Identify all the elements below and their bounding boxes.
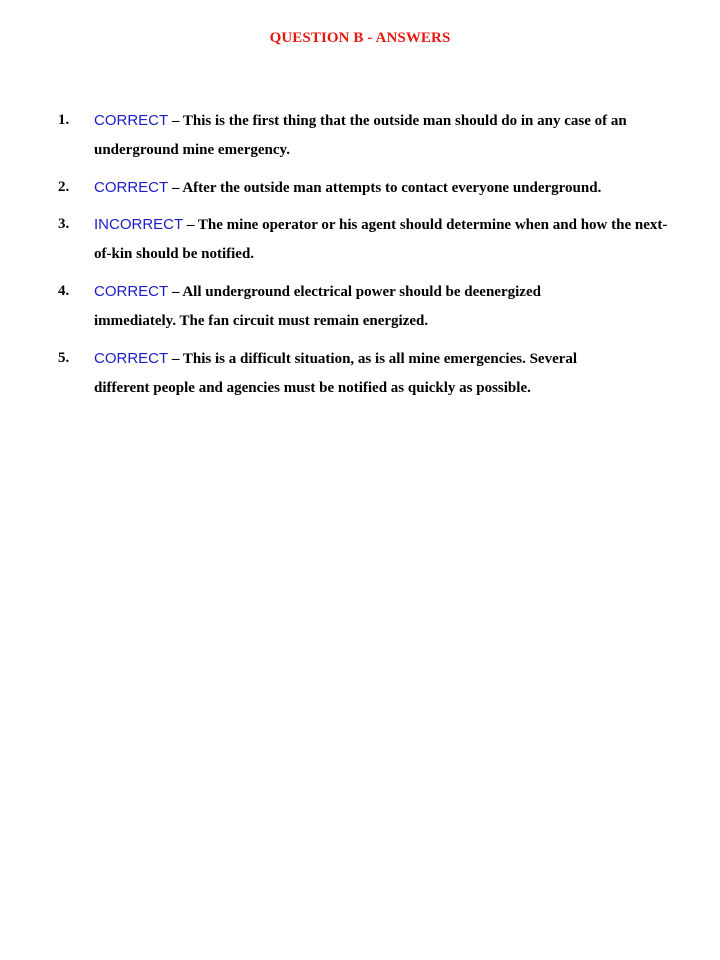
answer-item-4 <box>58 277 678 336</box>
answer-text: – The mine operator or his agent should determine when and how the next-of-kin should be notified. <box>94 217 668 262</box>
page-title: QUESTION B - ANSWERS <box>269 30 451 46</box>
answer-body <box>94 344 624 403</box>
answer-body <box>94 210 668 269</box>
answer-verdict: CORRECT <box>94 283 169 300</box>
answer-body <box>94 106 668 165</box>
answer-item-2 <box>58 173 678 203</box>
answer-body <box>94 277 584 336</box>
answer-verdict: CORRECT <box>94 350 169 367</box>
answer-number: 3. <box>58 216 70 232</box>
answer-item-1 <box>58 106 678 165</box>
answer-verdict: CORRECT <box>94 179 169 196</box>
answer-verdict: INCORRECT <box>94 216 184 233</box>
answer-item-5 <box>58 344 678 403</box>
answer-number: 5. <box>58 350 70 366</box>
answer-number: 4. <box>58 283 70 299</box>
answer-verdict: CORRECT <box>94 112 169 129</box>
answer-number: 2. <box>58 179 70 195</box>
answer-number: 1. <box>58 112 70 128</box>
answer-text: – This is the first thing that the outside man should do in any case of an underground mine emergency. <box>94 113 627 158</box>
answer-body <box>94 173 668 203</box>
answer-text: – This is a difficult situation, as is all mine emergencies. Several different people and agencies must be notified as quickly as possible. <box>94 351 578 396</box>
answer-text: – All underground electrical power should be deenergized immediately. The fan circuit must remain energized. <box>94 284 541 329</box>
answer-text: – After the outside man attempts to contact everyone underground. <box>171 180 602 196</box>
answer-item-3 <box>58 210 678 269</box>
answer-list <box>58 106 678 411</box>
